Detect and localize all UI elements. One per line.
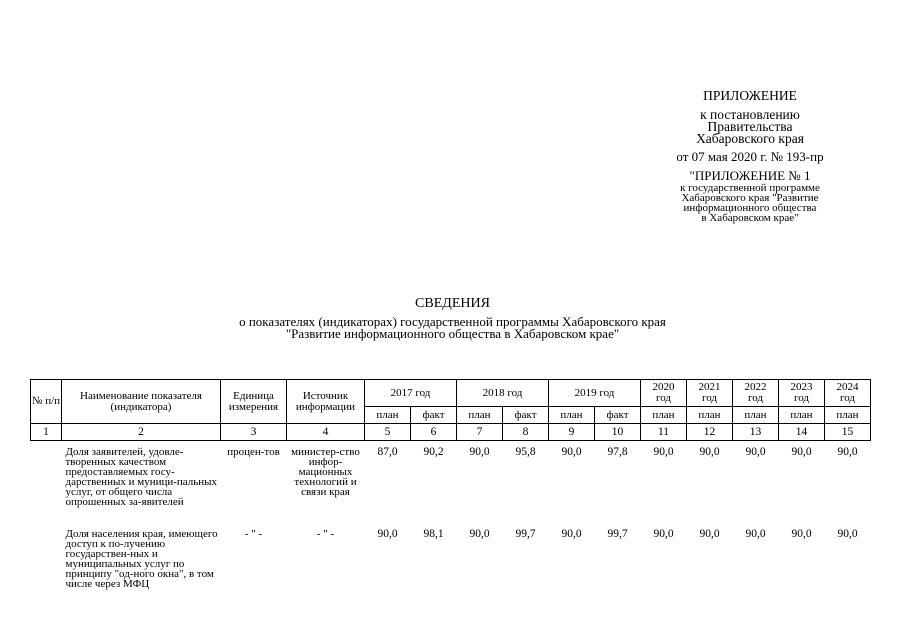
header-year: 2021 год: [687, 380, 733, 407]
indicator-unit: процен-тов: [227, 446, 280, 458]
program-line: к государственной программе: [680, 182, 820, 194]
header-fact: факт: [503, 407, 549, 424]
appendix-line: Хабаровского края: [696, 131, 804, 146]
column-number: 4: [287, 424, 365, 441]
column-number: 7: [457, 424, 503, 441]
value-cell: 90,0: [469, 446, 490, 458]
value-cell: 90,0: [561, 528, 582, 540]
header-year: 2018 год: [457, 380, 549, 407]
decree-line: от 07 мая 2020 г. № 193-пр: [676, 149, 824, 164]
value-cell: 90,0: [745, 528, 766, 540]
header-num: № п/п: [31, 380, 62, 424]
header-year: 2023 год: [779, 380, 825, 407]
value-cell: 95,8: [515, 446, 536, 458]
header-year: 2024 год: [825, 380, 871, 407]
value-cell: 90,0: [469, 528, 490, 540]
value-cell: 99,7: [607, 528, 628, 540]
appendix-line: к постановлению: [700, 107, 800, 122]
table-row: [31, 441, 871, 524]
column-number: 15: [825, 424, 871, 441]
header-source: Источник информации: [287, 380, 365, 424]
header-plan: план: [687, 407, 733, 424]
value-cell: 97,8: [607, 446, 628, 458]
value-cell: 90,2: [423, 446, 444, 458]
column-number: 12: [687, 424, 733, 441]
column-number: 5: [365, 424, 411, 441]
subtitle-line: "Развитие информационного общества в Хабаровском крае": [285, 326, 620, 341]
header-plan: план: [457, 407, 503, 424]
header-year: 2022 год: [733, 380, 779, 407]
appendix-block: [655, 88, 845, 223]
value-cell: 99,7: [515, 528, 536, 540]
header-plan: план: [365, 407, 411, 424]
column-number: 10: [595, 424, 641, 441]
header-year: 2020 год: [641, 380, 687, 407]
value-cell: 90,0: [745, 446, 766, 458]
subtitle-line: о показателях (индикаторах) государственной программы Хабаровского края: [239, 314, 666, 329]
indicator-source: - " -: [316, 528, 335, 540]
header-plan: план: [733, 407, 779, 424]
header-fact: факт: [411, 407, 457, 424]
value-cell: 90,0: [561, 446, 582, 458]
column-number: 1: [31, 424, 62, 441]
indicator-unit: - " -: [244, 528, 263, 540]
value-cell: 90,0: [377, 528, 398, 540]
value-cell: 90,0: [837, 528, 858, 540]
appendix-number: "ПРИЛОЖЕНИЕ № 1: [689, 168, 811, 183]
column-number: 13: [733, 424, 779, 441]
header-plan: план: [641, 407, 687, 424]
program-line: Хабаровского края "Развитие: [681, 192, 819, 204]
header-year: 2019 год: [549, 380, 641, 407]
program-line: в Хабаровском крае": [701, 212, 799, 224]
appendix-title: ПРИЛОЖЕНИЕ: [703, 88, 797, 103]
header-plan: план: [549, 407, 595, 424]
indicator-name: Доля населения края, имеющего доступ к по-лучению государствен-ных и муниципальных услуг по принципу "од-ного окна", в том числе через МФЦ: [65, 528, 218, 590]
value-cell: 90,0: [791, 446, 812, 458]
value-cell: 87,0: [377, 446, 398, 458]
indicator-name: Доля заявителей, удовле-творенных качеством предоставляемых госу-дарственных и муници-пальных услуг, от общего числа опрошенных за-явителей: [65, 446, 218, 508]
header-year: 2017 год: [365, 380, 457, 407]
header-unit: Единица измерения: [221, 380, 287, 424]
program-line: информационного общества: [683, 202, 817, 214]
header-name: Наименование показателя (индикатора): [62, 380, 221, 424]
document-title: СВЕДЕНИЯ: [415, 296, 490, 311]
column-number: 14: [779, 424, 825, 441]
value-cell: 90,0: [791, 528, 812, 540]
indicator-source: министер-ство инфор-мационных технологий и связи края: [291, 446, 360, 498]
column-number: 6: [411, 424, 457, 441]
header-plan: план: [825, 407, 871, 424]
document-subtitle: [0, 316, 905, 340]
column-number: 8: [503, 424, 549, 441]
column-number: 3: [221, 424, 287, 441]
indicators-table: [30, 379, 871, 589]
column-number: 11: [641, 424, 687, 441]
value-cell: 98,1: [423, 528, 444, 540]
column-number: 9: [549, 424, 595, 441]
value-cell: 90,0: [653, 446, 674, 458]
header-plan: план: [779, 407, 825, 424]
column-numbers-row: [31, 424, 871, 441]
header-fact: факт: [595, 407, 641, 424]
appendix-line: Правительства: [707, 119, 793, 134]
value-cell: 90,0: [837, 446, 858, 458]
value-cell: 90,0: [653, 528, 674, 540]
table-row: [31, 523, 871, 589]
value-cell: 90,0: [699, 528, 720, 540]
value-cell: 90,0: [699, 446, 720, 458]
column-number: 2: [62, 424, 221, 441]
